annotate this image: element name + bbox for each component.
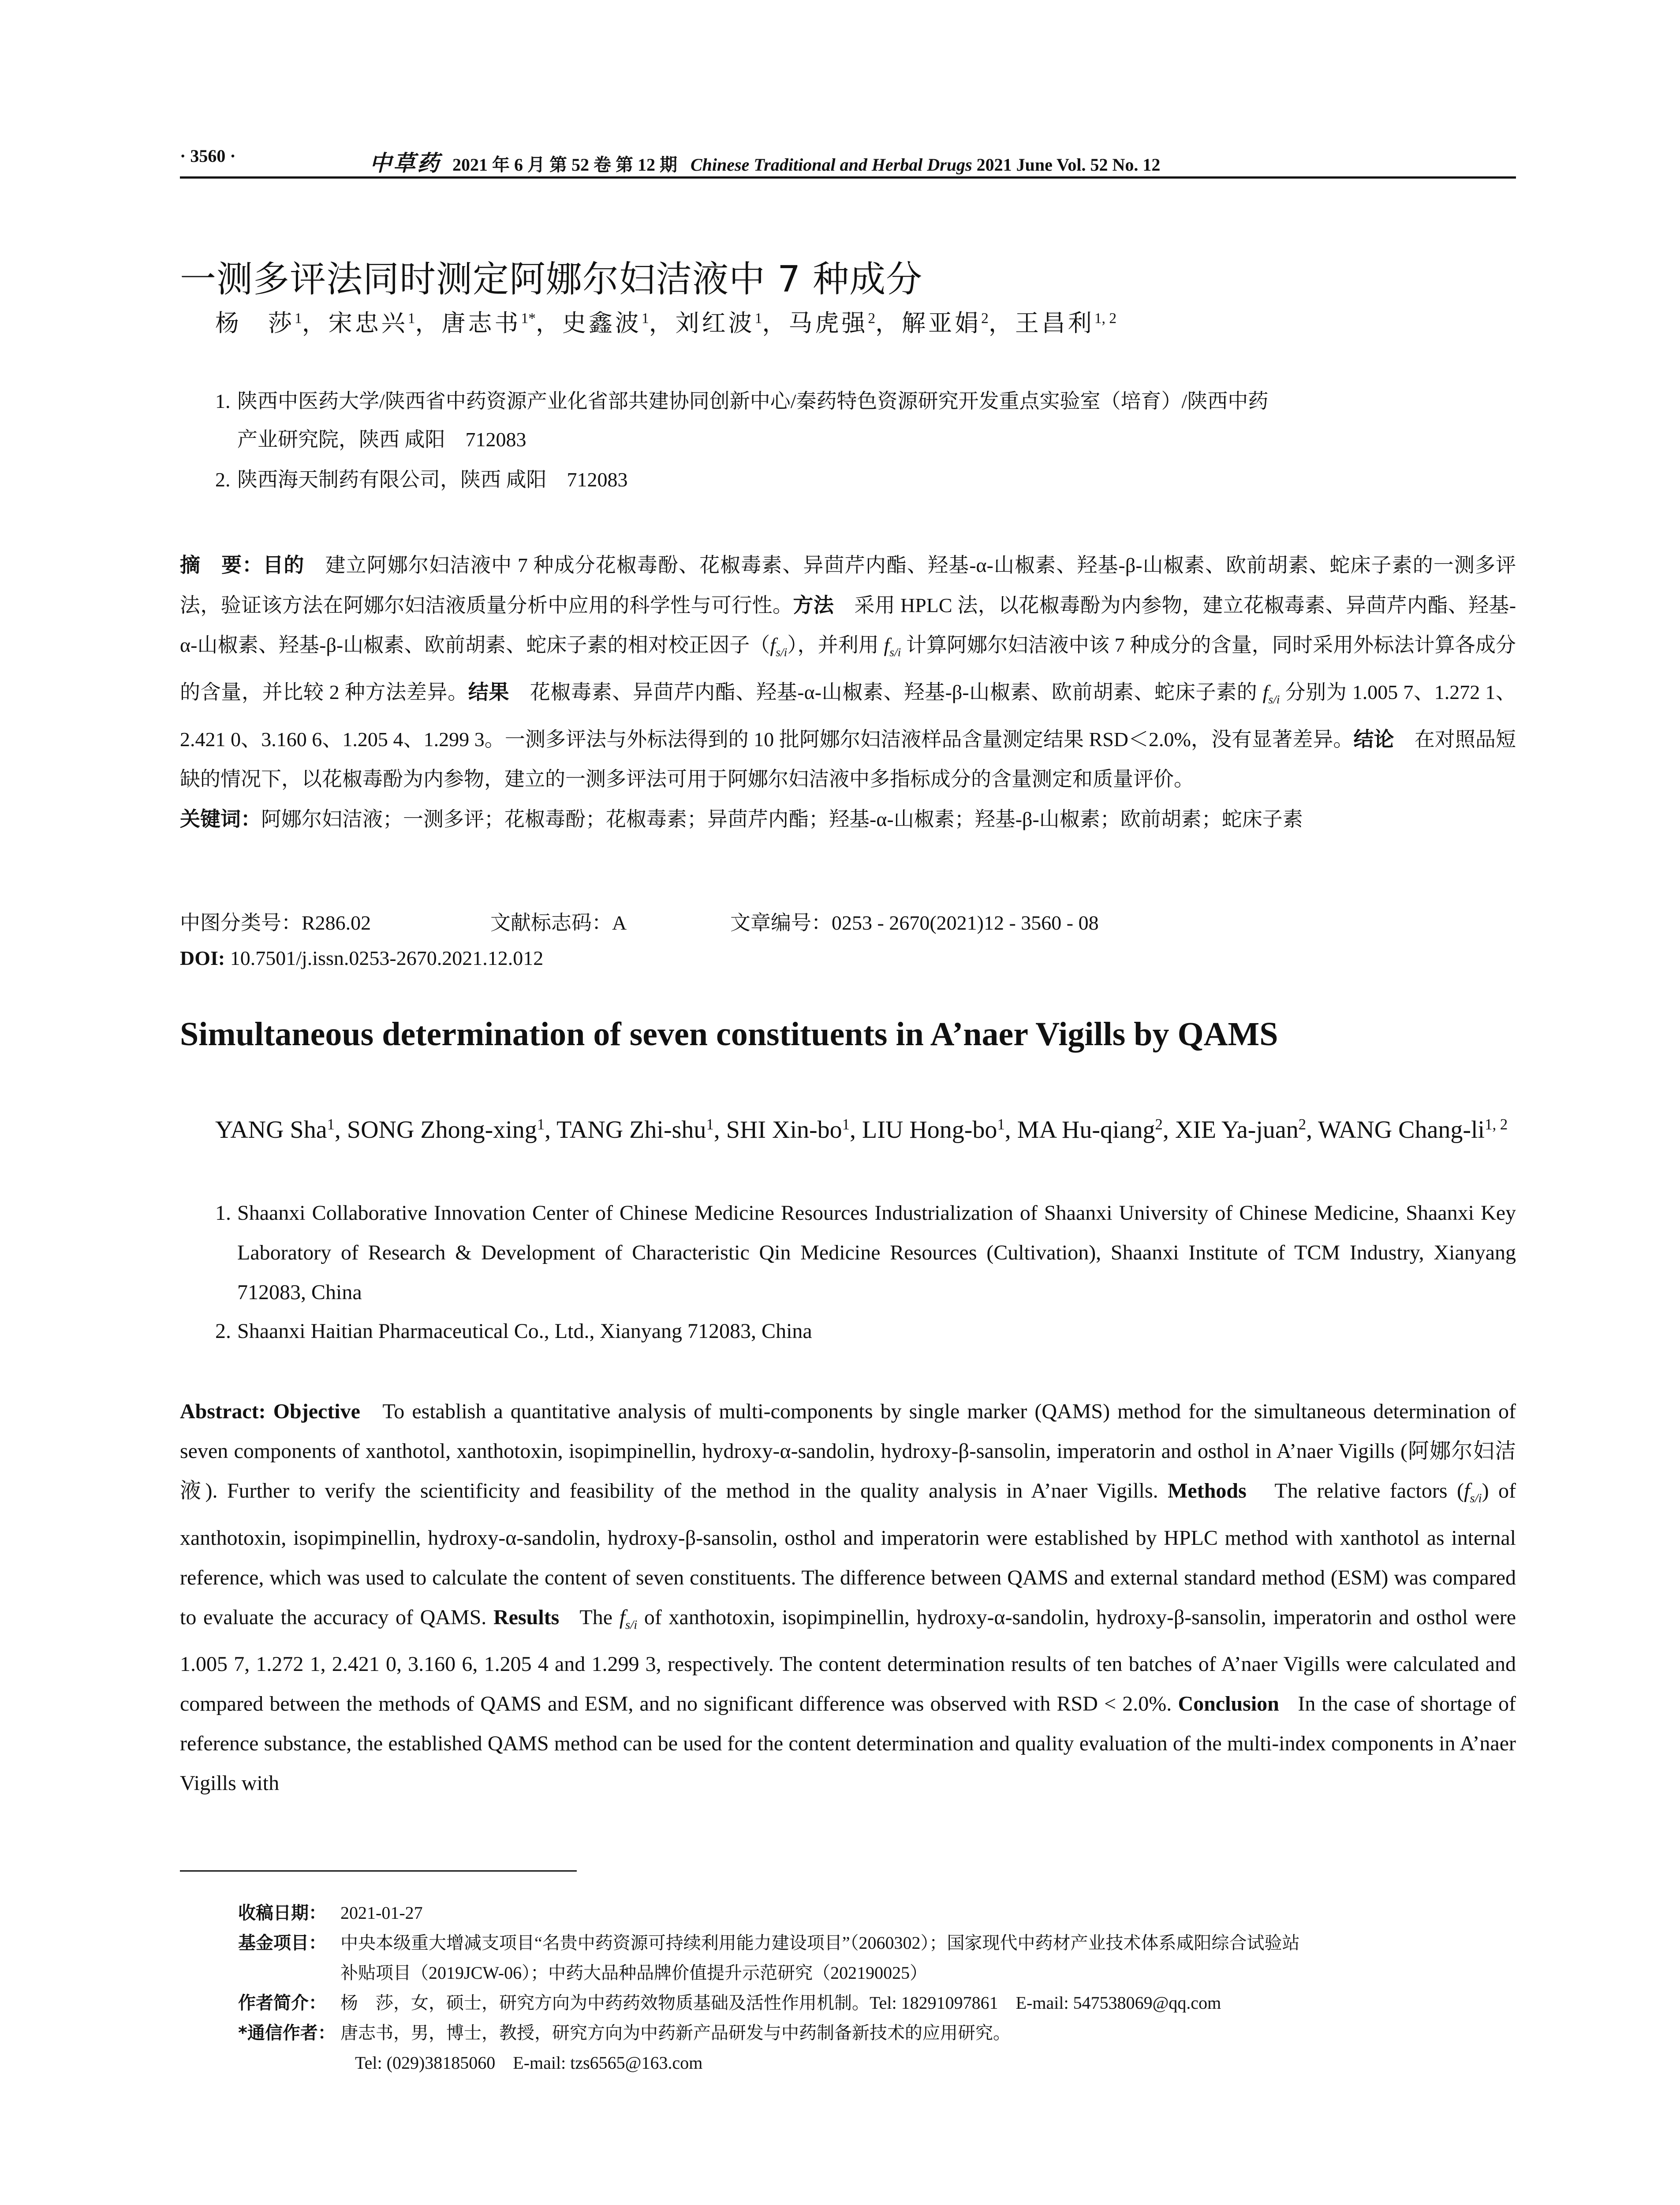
- author-name: TANG Zhi-shu: [556, 1116, 706, 1144]
- document-code: 文献标志码：A: [490, 911, 627, 934]
- author-name: LIU Hong-bo: [862, 1116, 997, 1144]
- author-affiliation-mark: 2: [868, 310, 876, 327]
- author-name: MA Hu-qiang: [1017, 1116, 1155, 1144]
- author-list-en: YANG Sha$^1$, SONG Zhong-xing$^1$, TANG Zhi-shu$^1$, SHI Xin-$bo^1$, LIU Hong-$bo^1$, MA Hu-qiang$^2$, XIE Ya-juan$^2$, WANG Chang-li$^{1, 2}$: [215, 1115, 1508, 1144]
- author-affiliation-mark: 1: [641, 310, 649, 327]
- author-affiliation-mark: 1, 2: [1485, 1115, 1508, 1133]
- author-name: SHI Xin-bo: [726, 1116, 842, 1144]
- conclusion-label: 结论: [1353, 727, 1394, 751]
- methods-label: 方法: [793, 593, 834, 617]
- affiliation-text-line2: 产业研究院，陕西 咸阳 712083: [237, 428, 526, 451]
- abstract-label: Abstract:: [180, 1400, 266, 1423]
- results-label: Results: [493, 1605, 560, 1629]
- keywords-text: 阿娜尔妇洁液；一测多评；花椒毒酚；花椒毒素；异茴芹内酯；羟基-α-山椒素；羟基-β-山椒素；欧前胡素；蛇床子素: [261, 808, 1303, 831]
- clc-number: 中图分类号：R286.02: [180, 911, 371, 934]
- author-name: YANG Sha: [215, 1116, 327, 1144]
- issue-en: 2021 June Vol. 52 No. 12: [976, 155, 1161, 175]
- methods-text: ) of xanthotoxin, isopimpinellin, hydroxy-α-sandolin, hydroxy-β-sansolin, osthol and imperatorin were established by HPLC method with xanthotol as internal reference, which was used to calculate the content of seven constituents. The difference between QAMS and external standard method (ESM) was compared to evaluate the accuracy of QAMS.: [180, 1479, 1516, 1629]
- objective-text: 建立阿娜尔妇洁液中 7 种成分花椒毒酚、花椒毒素、异茴芹内酯、羟基-α-山椒素、羟基-β-山椒素、欧前胡素、蛇床子素的一测多评法，验证该方法在阿娜尔妇洁液质量分析中应用的科学性与可行性。: [180, 554, 1516, 617]
- author-name: 王昌利: [1015, 310, 1094, 336]
- doi: DOI: 10.7501/j.issn.0253-2670.2021.12.012: [180, 947, 544, 969]
- abstract-en: [180, 1392, 1516, 1803]
- author-name: 解亚娟: [902, 310, 982, 336]
- affiliation-text-line1: 陕西中医药大学/陕西省中药资源产业化省部共建协同创新中心/秦药特色资源研究开发重点实验室（培育）/陕西中药: [237, 390, 1269, 412]
- author-name: WANG Chang-li: [1318, 1116, 1485, 1144]
- author-affiliation-mark: 1: [706, 1115, 714, 1133]
- affiliation-text: Shaanxi Haitian Pharmaceutical Co., Ltd., Xianyang 712083, China: [237, 1319, 812, 1343]
- author-affiliation-mark: 2: [981, 310, 989, 327]
- author-name: 杨 莎: [215, 310, 295, 336]
- results-label: 结果: [468, 680, 510, 704]
- affiliation-number: 1.: [215, 1201, 231, 1225]
- conclusion-text: 在对照品短缺的情况下，以花椒毒酚为内参物，建立的一测多评法可用于阿娜尔妇洁液中多指标成分的含量测定和质量评价。: [180, 728, 1516, 791]
- fsi-symbol: $f_{s/i}$: [770, 634, 788, 659]
- abstract-label: 摘 要：: [180, 553, 263, 577]
- author-affiliation-mark: 2: [1298, 1115, 1307, 1133]
- article-title-en: Simultaneous determination of seven constituents in A’naer Vigills by QAMS: [180, 1016, 1278, 1053]
- journal-name-cn: 中草药: [370, 151, 441, 176]
- author-affiliation-mark: 1: [754, 310, 762, 327]
- keywords-label: 关键词：: [180, 807, 261, 831]
- objective-label: Objective: [273, 1400, 360, 1423]
- affiliation-text-line1: 陕西海天制药有限公司，陕西 咸阳 712083: [237, 468, 628, 491]
- footnote-rule: [180, 1870, 577, 1872]
- author-affiliation-mark: 1: [327, 1115, 335, 1133]
- results-text: 花椒毒素、异茴芹内酯、羟基-α-山椒素、羟基-β-山椒素、欧前胡素、蛇床子素的: [530, 681, 1263, 704]
- issue-cn: 2021 年 6 月 第 52 卷 第 12 期: [452, 155, 677, 175]
- methods-text: 计算阿娜尔妇洁液中该 7 种成分的含量，同时采用外标法计算各成分的含量，并比较 2 种方法差异。: [180, 634, 1516, 704]
- page-number: · 3560 ·: [180, 146, 236, 166]
- running-header: [180, 146, 1516, 176]
- author-affiliation-mark: 1: [295, 310, 302, 327]
- author-list-cn: 杨 莎$^1$，宋忠兴$^1$，唐志书$^{1*}$，史鑫波$^1$，刘红波$^1$，马虎强$^2$，解亚娟$^2$，王昌利$^{1, 2}$: [215, 310, 1117, 336]
- fsi-symbol: $f_{s/i}$: [1464, 1479, 1482, 1506]
- author-name: SONG Zhong-xing: [347, 1116, 537, 1144]
- results-text: The: [579, 1605, 620, 1629]
- results-text: of xanthotoxin, isopimpinellin, hydroxy-α-sandolin, hydroxy-β-sansolin, imperatorin and osthol were 1.005 7, 1.272 1, 2.421 0, 3.160 6, 1.205 4 and 1.299 3, respectively. The content determination results of ten batches of A’naer Vigills were calculated and compared between the methods of QAMS and ESM, and no significant difference was observed with RSD < 2.0%.: [180, 1605, 1516, 1716]
- header-rule: [180, 176, 1516, 179]
- fsi-symbol: $f_{s/i}$: [619, 1605, 638, 1632]
- conclusion-label: Conclusion: [1178, 1692, 1279, 1716]
- footnote-fund: 基金项目： 中央本级重大增减支项目“名贵中药资源可持续利用能力建设项目”（2060302）；国家现代中药材产业技术体系咸阳综合试验站 补贴项目（2019JCW-06）；中药大品种品牌价值提升示范研究（202190025）: [238, 1933, 1300, 1983]
- affiliation-number: 2.: [215, 468, 231, 491]
- author-name: 马虎强: [788, 310, 868, 336]
- objective-text: To establish a quantitative analysis of multi-components by single marker (QAMS) method for the simultaneous determination of seven components of xanthotol, xanthotoxin, isopimpinellin, hydroxy-α-sandolin, hydroxy-β-sansolin, imperatorin and osthol in A’naer Vigills (阿娜尔妇洁液). Further to verify the scientificity and feasibility of the method in the quality analysis in A’naer Vigills.: [180, 1400, 1516, 1502]
- author-affiliation-mark: 1: [537, 1115, 545, 1133]
- author-name: 史鑫波: [562, 310, 642, 336]
- affiliation-en-1: [215, 1193, 1516, 1312]
- author-name: 宋忠兴: [328, 310, 408, 336]
- article-title-cn: 一测多评法同时测定阿娜尔妇洁液中 7 种成分: [180, 258, 923, 300]
- footnote-received: 收稿日期： 2021-01-27: [238, 1903, 423, 1923]
- methods-text: ），并利用: [787, 634, 884, 656]
- objective-label: 目的: [263, 553, 305, 577]
- footnote-author-bio: 作者简介： 杨 莎，女，硕士，研究方向为中药药效物质基础及活性作用机制。Tel: 18291097861 E-mail: 547538069@qq.com: [238, 1993, 1221, 2013]
- affiliation-text: Shaanxi Collaborative Innovation Center of Chinese Medicine Resources Industrialization of Shaanxi University of Chinese Medicine, Shaanxi Key Laboratory of Research & Development of Characteristic Qin Medicine Resources (Cultivation), Shaanxi Institute of TCM Industry, Xianyang 712083, China: [237, 1201, 1516, 1304]
- author-name: 唐志书: [441, 310, 521, 336]
- author-affiliation-mark: 1: [997, 1115, 1005, 1133]
- abstract-cn: [180, 545, 1516, 839]
- author-affiliation-mark: 2: [1155, 1115, 1163, 1133]
- results-text: 分别为 1.005 7、1.272 1、2.421 0、3.160 6、1.205 4、1.299 3。一测多评法与外标法得到的 10 批阿娜尔妇洁液样品含量测定结果 RSD＜2.0%，没有显著差异。: [180, 681, 1516, 751]
- fsi-symbol: $f_{s/i}$: [1262, 681, 1280, 706]
- methods-label: Methods: [1168, 1479, 1247, 1502]
- author-affiliation-mark: 1: [407, 310, 415, 327]
- journal-info: [370, 146, 1160, 177]
- author-affiliation-mark: 1*: [521, 310, 536, 327]
- author-name: XIE Ya-juan: [1175, 1116, 1299, 1144]
- methods-text: 采用 HPLC 法，以花椒毒酚为内参物，建立花椒毒素、异茴芹内酯、羟基-α-山椒素、羟基-β-山椒素、欧前胡素、蛇床子素的相对校正因子（: [180, 594, 1516, 656]
- author-affiliation-mark: 1, 2: [1094, 310, 1117, 327]
- article-number: 文章编号：0253 - 2670(2021)12 - 3560 - 08: [730, 911, 1099, 934]
- conclusion-text: In the case of shortage of reference substance, the established QAMS method can be used for the content determination and quality evaluation of the multi-index components in A’naer Vigills with: [180, 1692, 1516, 1795]
- affiliation-number: 1.: [215, 390, 231, 412]
- author-affiliation-mark: 1: [842, 1115, 850, 1133]
- fsi-symbol: $f_{s/i}$: [884, 634, 901, 659]
- footnote-corresponding: *通信作者： 唐志书，男，博士，教授，研究方向为中药新产品研发与中药制备新技术的应用研究。 Tel: (029)38185060 E-mail: tzs6565@163.com: [238, 2023, 1011, 2073]
- methods-text: The relative factors (: [1274, 1479, 1464, 1502]
- author-name: 刘红波: [675, 310, 755, 336]
- affiliation-number: 2.: [215, 1319, 231, 1343]
- journal-name-en: Chinese Traditional and Herbal Drugs: [691, 155, 972, 175]
